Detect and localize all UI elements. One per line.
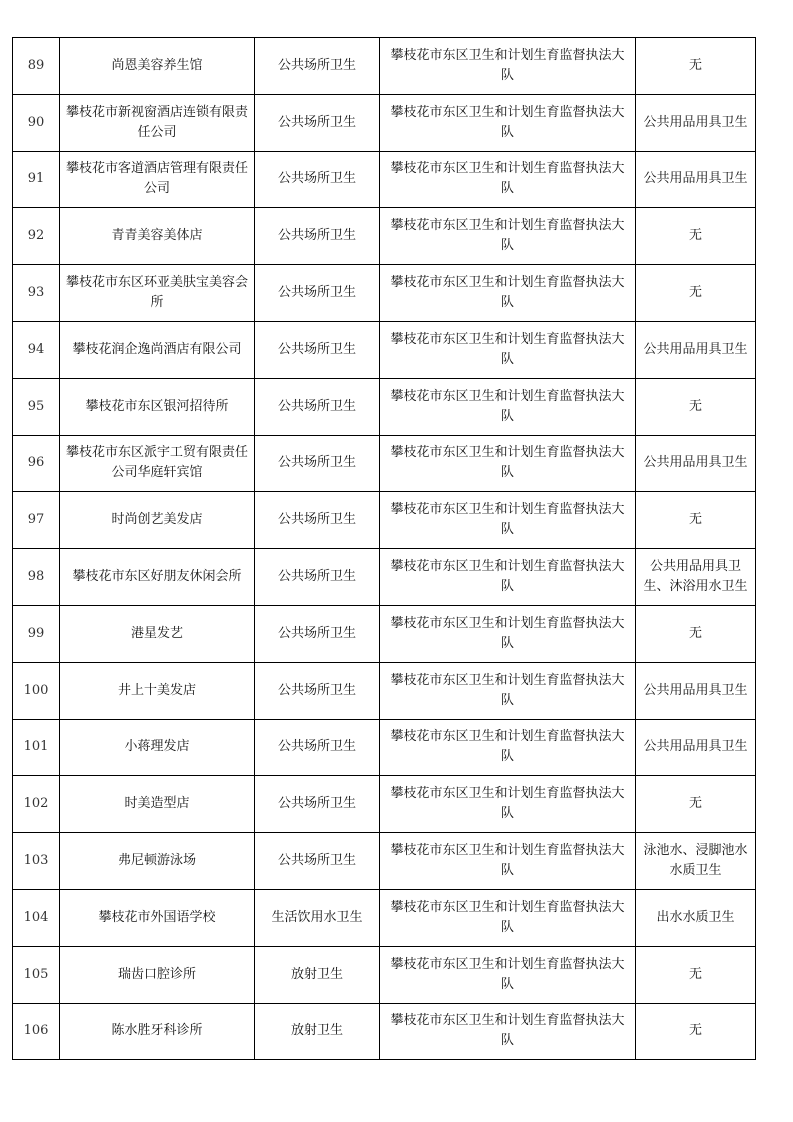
category-cell: 公共场所卫生	[255, 151, 380, 208]
category-cell: 公共场所卫生	[255, 662, 380, 719]
unit-name-cell: 攀枝花润企逸尚酒店有限公司	[60, 321, 255, 378]
table-body	[13, 38, 756, 1060]
row-number-cell: 103	[13, 833, 60, 890]
violation-item-cell: 公共用品用具卫生	[636, 151, 756, 208]
category-cell: 生活饮用水卫生	[255, 889, 380, 946]
violation-item-cell: 泳池水、浸脚池水水质卫生	[636, 833, 756, 890]
category-cell: 公共场所卫生	[255, 94, 380, 151]
row-number-cell: 93	[13, 265, 60, 322]
row-number-cell: 97	[13, 492, 60, 549]
unit-name-cell: 攀枝花市东区派宇工贸有限责任公司华庭轩宾馆	[60, 435, 255, 492]
row-number-cell: 106	[13, 1003, 60, 1060]
table-row	[13, 265, 756, 322]
table-row	[13, 492, 756, 549]
table-row	[13, 833, 756, 890]
table-row	[13, 151, 756, 208]
category-cell: 公共场所卫生	[255, 833, 380, 890]
supervising-org-cell: 攀枝花市东区卫生和计划生育监督执法大队	[380, 889, 636, 946]
table-row	[13, 946, 756, 1003]
supervising-org-cell: 攀枝花市东区卫生和计划生育监督执法大队	[380, 492, 636, 549]
table-row	[13, 208, 756, 265]
unit-name-cell: 攀枝花市东区银河招待所	[60, 378, 255, 435]
category-cell: 公共场所卫生	[255, 549, 380, 606]
category-cell: 公共场所卫生	[255, 378, 380, 435]
violation-item-cell: 公共用品用具卫生	[636, 719, 756, 776]
supervising-org-cell: 攀枝花市东区卫生和计划生育监督执法大队	[380, 208, 636, 265]
table-row	[13, 1003, 756, 1060]
unit-name-cell: 港星发艺	[60, 605, 255, 662]
unit-name-cell: 时尚创艺美发店	[60, 492, 255, 549]
table-row	[13, 776, 756, 833]
table-row	[13, 719, 756, 776]
unit-name-cell: 小蒋理发店	[60, 719, 255, 776]
supervising-org-cell: 攀枝花市东区卫生和计划生育监督执法大队	[380, 605, 636, 662]
row-number-cell: 92	[13, 208, 60, 265]
supervising-org-cell: 攀枝花市东区卫生和计划生育监督执法大队	[380, 549, 636, 606]
table-row	[13, 94, 756, 151]
violation-item-cell: 公共用品用具卫生	[636, 662, 756, 719]
unit-name-cell: 攀枝花市东区环亚美肤宝美容会所	[60, 265, 255, 322]
unit-name-cell: 尚恩美容养生馆	[60, 38, 255, 95]
supervising-org-cell: 攀枝花市东区卫生和计划生育监督执法大队	[380, 776, 636, 833]
violation-item-cell: 公共用品用具卫生	[636, 321, 756, 378]
unit-name-cell: 时美造型店	[60, 776, 255, 833]
supervising-org-cell: 攀枝花市东区卫生和计划生育监督执法大队	[380, 265, 636, 322]
row-number-cell: 104	[13, 889, 60, 946]
category-cell: 公共场所卫生	[255, 265, 380, 322]
category-cell: 公共场所卫生	[255, 38, 380, 95]
violation-item-cell: 无	[636, 208, 756, 265]
row-number-cell: 89	[13, 38, 60, 95]
row-number-cell: 105	[13, 946, 60, 1003]
supervising-org-cell: 攀枝花市东区卫生和计划生育监督执法大队	[380, 1003, 636, 1060]
row-number-cell: 98	[13, 549, 60, 606]
unit-name-cell: 攀枝花市外国语学校	[60, 889, 255, 946]
row-number-cell: 91	[13, 151, 60, 208]
violation-item-cell: 无	[636, 38, 756, 95]
table-row	[13, 889, 756, 946]
table-row	[13, 378, 756, 435]
supervising-org-cell: 攀枝花市东区卫生和计划生育监督执法大队	[380, 435, 636, 492]
category-cell: 公共场所卫生	[255, 321, 380, 378]
unit-name-cell: 攀枝花市新视窗酒店连锁有限责任公司	[60, 94, 255, 151]
supervising-org-cell: 攀枝花市东区卫生和计划生育监督执法大队	[380, 38, 636, 95]
violation-item-cell: 公共用品用具卫生、沐浴用水卫生	[636, 549, 756, 606]
category-cell: 放射卫生	[255, 1003, 380, 1060]
unit-name-cell: 攀枝花市东区好朋友休闲会所	[60, 549, 255, 606]
violation-item-cell: 无	[636, 378, 756, 435]
unit-name-cell: 井上十美发店	[60, 662, 255, 719]
unit-name-cell: 攀枝花市客道酒店管理有限责任公司	[60, 151, 255, 208]
inspection-table	[12, 37, 756, 1060]
violation-item-cell: 无	[636, 946, 756, 1003]
category-cell: 公共场所卫生	[255, 605, 380, 662]
supervising-org-cell: 攀枝花市东区卫生和计划生育监督执法大队	[380, 94, 636, 151]
violation-item-cell: 无	[636, 776, 756, 833]
violation-item-cell: 公共用品用具卫生	[636, 435, 756, 492]
table-row	[13, 662, 756, 719]
table-row	[13, 435, 756, 492]
violation-item-cell: 出水水质卫生	[636, 889, 756, 946]
category-cell: 公共场所卫生	[255, 719, 380, 776]
category-cell: 放射卫生	[255, 946, 380, 1003]
supervising-org-cell: 攀枝花市东区卫生和计划生育监督执法大队	[380, 151, 636, 208]
table-row	[13, 38, 756, 95]
supervising-org-cell: 攀枝花市东区卫生和计划生育监督执法大队	[380, 378, 636, 435]
supervising-org-cell: 攀枝花市东区卫生和计划生育监督执法大队	[380, 321, 636, 378]
row-number-cell: 102	[13, 776, 60, 833]
table-row	[13, 321, 756, 378]
row-number-cell: 95	[13, 378, 60, 435]
category-cell: 公共场所卫生	[255, 492, 380, 549]
unit-name-cell: 弗尼顿游泳场	[60, 833, 255, 890]
unit-name-cell: 瑞齿口腔诊所	[60, 946, 255, 1003]
violation-item-cell: 无	[636, 605, 756, 662]
category-cell: 公共场所卫生	[255, 776, 380, 833]
row-number-cell: 99	[13, 605, 60, 662]
supervising-org-cell: 攀枝花市东区卫生和计划生育监督执法大队	[380, 833, 636, 890]
category-cell: 公共场所卫生	[255, 208, 380, 265]
violation-item-cell: 无	[636, 265, 756, 322]
table-row	[13, 549, 756, 606]
violation-item-cell: 无	[636, 1003, 756, 1060]
category-cell: 公共场所卫生	[255, 435, 380, 492]
row-number-cell: 96	[13, 435, 60, 492]
unit-name-cell: 青青美容美体店	[60, 208, 255, 265]
violation-item-cell: 公共用品用具卫生	[636, 94, 756, 151]
row-number-cell: 101	[13, 719, 60, 776]
table-row	[13, 605, 756, 662]
unit-name-cell: 陈水胜牙科诊所	[60, 1003, 255, 1060]
supervising-org-cell: 攀枝花市东区卫生和计划生育监督执法大队	[380, 662, 636, 719]
row-number-cell: 90	[13, 94, 60, 151]
supervising-org-cell: 攀枝花市东区卫生和计划生育监督执法大队	[380, 946, 636, 1003]
violation-item-cell: 无	[636, 492, 756, 549]
row-number-cell: 100	[13, 662, 60, 719]
row-number-cell: 94	[13, 321, 60, 378]
supervising-org-cell: 攀枝花市东区卫生和计划生育监督执法大队	[380, 719, 636, 776]
